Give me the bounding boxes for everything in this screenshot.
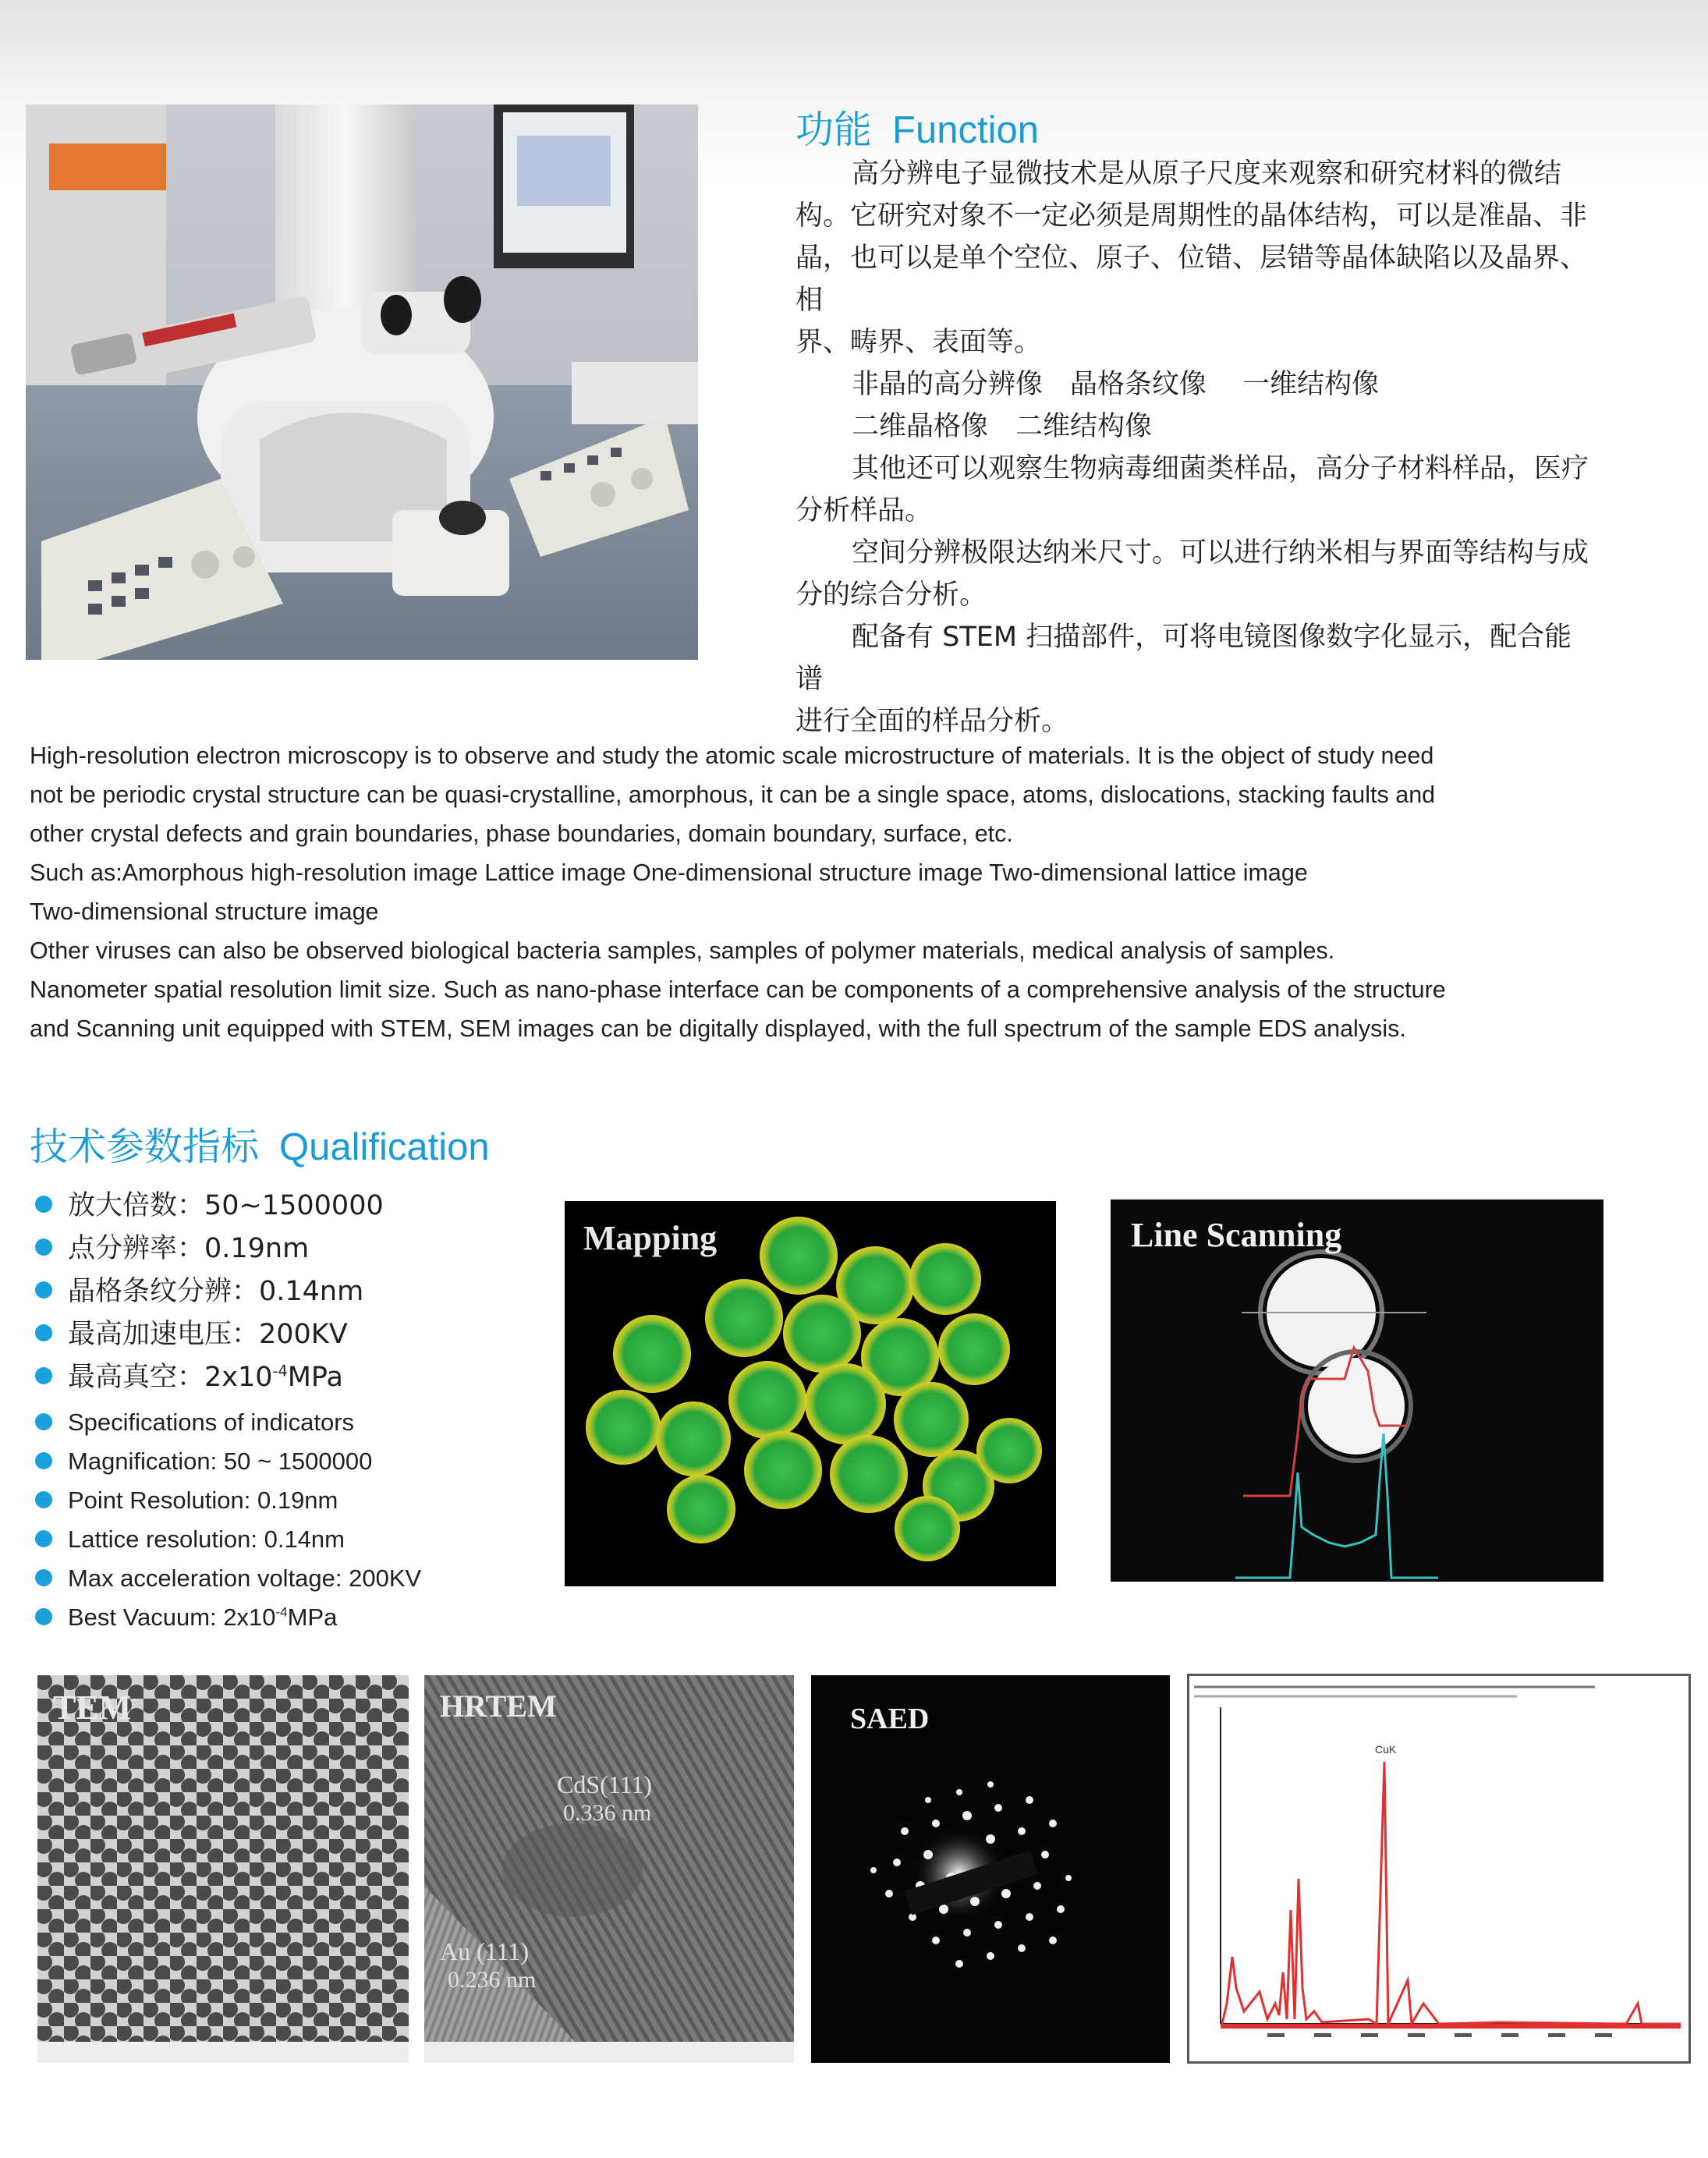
spec-text: 点分辨率：0.19nm xyxy=(68,1233,310,1264)
spec-en-item xyxy=(35,1448,372,1476)
cn-line: 分的综合分析。 xyxy=(796,579,987,611)
spec-text: 最高加速电压：200KV xyxy=(68,1319,348,1350)
function-description-cn xyxy=(796,153,1599,742)
cn-line: 空间分辨极限达纳米尺寸。可以进行纳米相与界面等结构与成 xyxy=(852,537,1589,569)
bullet-icon xyxy=(35,1324,52,1341)
cn-line: 配备有 STEM 扫描部件，可将电镜图像数字化显示，配合能谱 xyxy=(796,622,1572,695)
qualification-heading xyxy=(30,1117,490,1171)
spec-en-item xyxy=(35,1487,338,1515)
en-line: Other viruses can also be observed biological bacteria samples, samples of polymer materials, medical analysis of samples. xyxy=(30,937,1335,964)
hrtem-label: HRTEM xyxy=(440,1688,557,1724)
microscope-photo xyxy=(26,105,698,660)
cn-line: 其他还可以观察生物病毒细菌类样品，高分子材料样品，医疗 xyxy=(852,453,1589,484)
microscope-illustration xyxy=(26,105,698,660)
mapping-image xyxy=(565,1201,1056,1586)
bullet-icon xyxy=(35,1569,52,1586)
spec-en-item xyxy=(35,1409,354,1437)
en-line: High-resolution electron microscopy is to observe and study the atomic scale microstructure of materials. It is the object of study need xyxy=(30,742,1434,769)
bullet-icon xyxy=(35,1608,52,1625)
spec-text: Max acceleration voltage: 200KV xyxy=(68,1564,422,1592)
au-label: Au (111) xyxy=(440,1937,530,1965)
bullet-icon xyxy=(35,1530,52,1547)
function-heading xyxy=(796,100,1039,154)
spec-en-item xyxy=(35,1603,337,1632)
spec-cn-item xyxy=(35,1184,384,1223)
tem-label: TEM xyxy=(53,1688,132,1727)
en-line: Nanometer spatial resolution limit size. Such as nano-phase interface can be components of a comprehensive analysis of the structure xyxy=(30,976,1446,1003)
spec-cn-item xyxy=(35,1227,309,1266)
function-heading-cn: 功能 xyxy=(796,108,873,152)
spec-text: Specifications of indicators xyxy=(68,1409,355,1436)
vacuum-unit: MPa xyxy=(287,1362,343,1393)
bullet-icon xyxy=(35,1238,52,1256)
eds-spectrum-plot xyxy=(1189,1676,1689,2061)
tem-image xyxy=(37,1675,409,2063)
en-line: other crystal defects and grain boundaries, phase boundaries, domain boundary, surface, etc. xyxy=(30,820,1013,847)
vacuum-exponent: -4 xyxy=(272,1362,288,1380)
en-line: not be periodic crystal structure can be quasi-crystalline, amorphous, it can be a single space, atoms, dislocations, stacking faults and xyxy=(30,781,1436,808)
bullet-icon xyxy=(35,1413,52,1430)
spec-cn-item xyxy=(35,1313,348,1352)
en-line: and Scanning unit equipped with STEM, SEM images can be digitally displayed, with the full spectrum of the sample EDS analysis. xyxy=(30,1015,1406,1042)
spec-text: Lattice resolution: 0.14nm xyxy=(68,1525,345,1553)
spec-text: 晶格条纹分辨：0.14nm xyxy=(68,1276,364,1307)
spec-text: Point Resolution: 0.19nm xyxy=(68,1487,338,1514)
spec-cn-item xyxy=(35,1270,363,1309)
function-heading-en: Function xyxy=(892,109,1039,151)
cds-spacing-label: 0.336 nm xyxy=(563,1800,652,1826)
cn-line: 界、畴界、表面等。 xyxy=(796,327,1042,358)
eds-peak-label: CuK xyxy=(1375,1743,1397,1756)
spec-text: Best Vacuum: 2x10 xyxy=(68,1603,276,1631)
cn-line: 构。它研究对象不一定必须是周期性的晶体结构，可以是准晶、非 xyxy=(796,200,1588,232)
tem-particles xyxy=(37,1675,409,2063)
en-line: Such as:Amorphous high-resolution image Lattice image One-dimensional structure image Two-dimensional lattice image xyxy=(30,859,1308,886)
bullet-icon xyxy=(35,1452,52,1469)
function-description-en xyxy=(30,736,1683,1048)
mapping-spheres xyxy=(565,1201,1056,1586)
cn-line: 二维晶格像 二维结构像 xyxy=(852,411,1153,442)
cn-line: 分析样品。 xyxy=(796,495,933,526)
mapping-label: Mapping xyxy=(583,1219,718,1257)
cn-line: 进行全面的样品分析。 xyxy=(796,706,1069,737)
spec-en-item xyxy=(35,1564,421,1593)
bullet-icon xyxy=(35,1196,52,1213)
cds-label: CdS(111) xyxy=(557,1770,653,1798)
cn-line: 非晶的高分辨像 晶格条纹像 一维结构像 xyxy=(852,369,1380,400)
line-scan-plot xyxy=(1111,1199,1603,1582)
cn-line: 晶，也可以是单个空位、原子、位错、层错等晶体缺陷以及晶界、相 xyxy=(796,243,1588,316)
qualification-heading-cn: 技术参数指标 xyxy=(30,1125,260,1169)
spec-text: 最高真空：2x10 xyxy=(68,1362,273,1393)
spec-cn-item xyxy=(35,1355,343,1394)
au-spacing-label: 0.236 nm xyxy=(448,1967,537,1993)
bullet-icon xyxy=(35,1367,52,1384)
spec-en-item xyxy=(35,1525,345,1554)
hrtem-image xyxy=(424,1675,794,2063)
bullet-icon xyxy=(35,1281,52,1299)
cn-line: 高分辨电子显微技术是从原子尺度来观察和研究材料的微结 xyxy=(852,158,1562,190)
bullet-icon xyxy=(35,1491,52,1508)
spec-text: 放大倍数：50~1500000 xyxy=(68,1190,384,1221)
qualification-heading-en: Qualification xyxy=(279,1126,490,1168)
vacuum-unit: MPa xyxy=(287,1603,338,1631)
spec-text: Magnification: 50 ~ 1500000 xyxy=(68,1448,373,1475)
hrtem-lattice xyxy=(424,1675,794,2063)
saed-image xyxy=(811,1675,1170,2063)
eds-spectrum-image xyxy=(1187,1674,1691,2064)
saed-label: SAED xyxy=(850,1703,930,1735)
vacuum-exponent: -4 xyxy=(275,1604,288,1620)
en-line: Two-dimensional structure image xyxy=(30,898,379,925)
line-scanning-image xyxy=(1111,1199,1603,1582)
line-scanning-label: Line Scanning xyxy=(1131,1216,1342,1254)
